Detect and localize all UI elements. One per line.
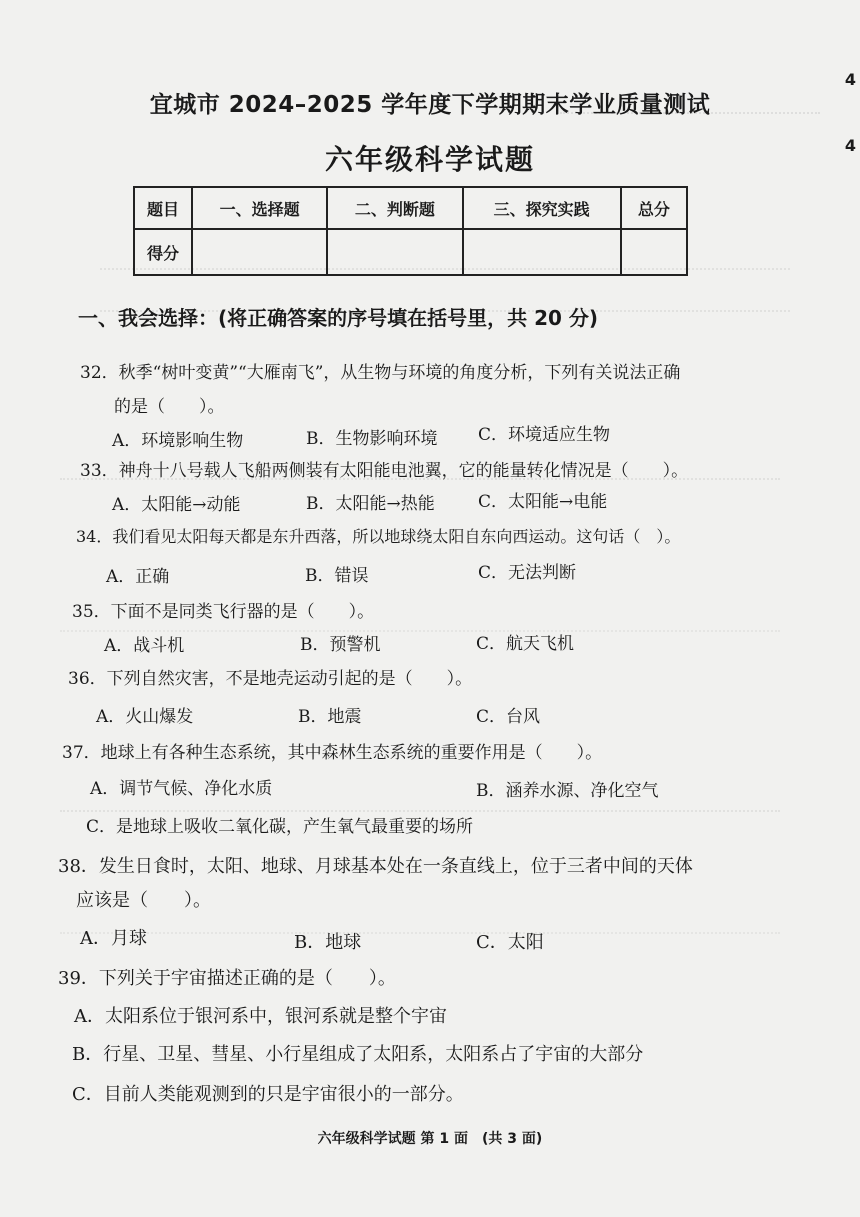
- score-table-header-row: [134, 187, 687, 229]
- score-table-cell: 总分: [621, 187, 687, 229]
- option-c: C．航天飞机: [476, 634, 575, 654]
- score-table-cell: [463, 229, 621, 275]
- option-b: B．生物影响环境: [306, 429, 438, 449]
- option-a: A．太阳能→动能: [112, 495, 241, 515]
- question-text: 35．下面不是同类飞行器的是（ ）。: [72, 602, 375, 622]
- question-text: 的是（ ）。: [114, 397, 225, 417]
- option-b: B．错误: [305, 566, 369, 586]
- option-c: C．太阳能→电能: [478, 492, 608, 512]
- option-a: A．调节气候、净化水质: [90, 779, 273, 799]
- score-table-cell: 得分: [134, 229, 192, 275]
- edge-mark: 4: [844, 136, 856, 155]
- question-text: 32．秋季“树叶变黄”“大雁南飞”，从生物与环境的角度分析，下列有关说法正确: [80, 363, 681, 383]
- option-c: C．台风: [476, 707, 541, 727]
- question-text: 37．地球上有各种生态系统，其中森林生态系统的重要作用是（ ）。: [62, 743, 603, 763]
- question-text: 39．下列关于宇宙描述正确的是（ ）。: [58, 968, 396, 989]
- option-c: C．环境适应生物: [478, 425, 611, 445]
- score-table-cell: 三、探究实践: [463, 187, 621, 229]
- option-b: B．地震: [298, 707, 362, 727]
- question-text: 33．神舟十八号载人飞船两侧装有太阳能电池翼，它的能量转化情况是（ ）。: [80, 461, 689, 481]
- option-b: B．行星、卫星、彗星、小行星组成了太阳系，太阳系占了宇宙的大部分: [72, 1044, 644, 1065]
- question-text: 应该是（ ）。: [76, 890, 211, 911]
- score-table-cell: [621, 229, 687, 275]
- score-table: [133, 186, 688, 276]
- section-heading: 一、我会选择：(将正确答案的序号填在括号里，共 20 分): [78, 306, 599, 330]
- option-b: B．涵养水源、净化空气: [476, 781, 659, 801]
- option-a: A．月球: [80, 928, 147, 949]
- score-table-cell: [192, 229, 327, 275]
- edge-mark: 4: [844, 70, 856, 89]
- question-text: 34．我们看见太阳每天都是东升西落，所以地球绕太阳自东向西运动。这句话（ ）。: [76, 527, 681, 546]
- option-b: B．预警机: [300, 635, 381, 655]
- score-table-cell: 二、判断题: [327, 187, 462, 229]
- score-table-cell: [327, 229, 462, 275]
- option-c: C．无法判断: [478, 563, 577, 583]
- score-table-cell: 一、选择题: [192, 187, 327, 229]
- option-c: C．是地球上吸收二氧化碳，产生氧气最重要的场所: [86, 817, 474, 837]
- score-table-score-row: [134, 229, 687, 275]
- option-b: B．地球: [294, 932, 362, 953]
- score-table-cell: 题目: [134, 187, 192, 229]
- exam-title: 宜城市 2024–2025 学年度下学期期末学业质量测试: [149, 92, 711, 118]
- option-a: A．环境影响生物: [112, 431, 244, 451]
- option-c: C．目前人类能观测到的只是宇宙很小的一部分。: [72, 1084, 464, 1105]
- option-b: B．太阳能→热能: [306, 494, 435, 514]
- question-text: 38．发生日食时，太阳、地球、月球基本处在一条直线上，位于三者中间的天体: [58, 856, 693, 877]
- option-a: A．太阳系位于银河系中，银河系就是整个宇宙: [74, 1006, 447, 1027]
- option-a: A．战斗机: [104, 636, 185, 656]
- option-a: A．火山爆发: [96, 707, 194, 727]
- option-c: C．太阳: [476, 932, 544, 953]
- exam-subtitle: 六年级科学试题: [324, 143, 535, 176]
- question-text: 36．下列自然灾害，不是地壳运动引起的是（ ）。: [68, 669, 473, 689]
- page-footer: 六年级科学试题 第 1 面 (共 3 面): [317, 1131, 543, 1147]
- option-a: A．正确: [106, 567, 170, 587]
